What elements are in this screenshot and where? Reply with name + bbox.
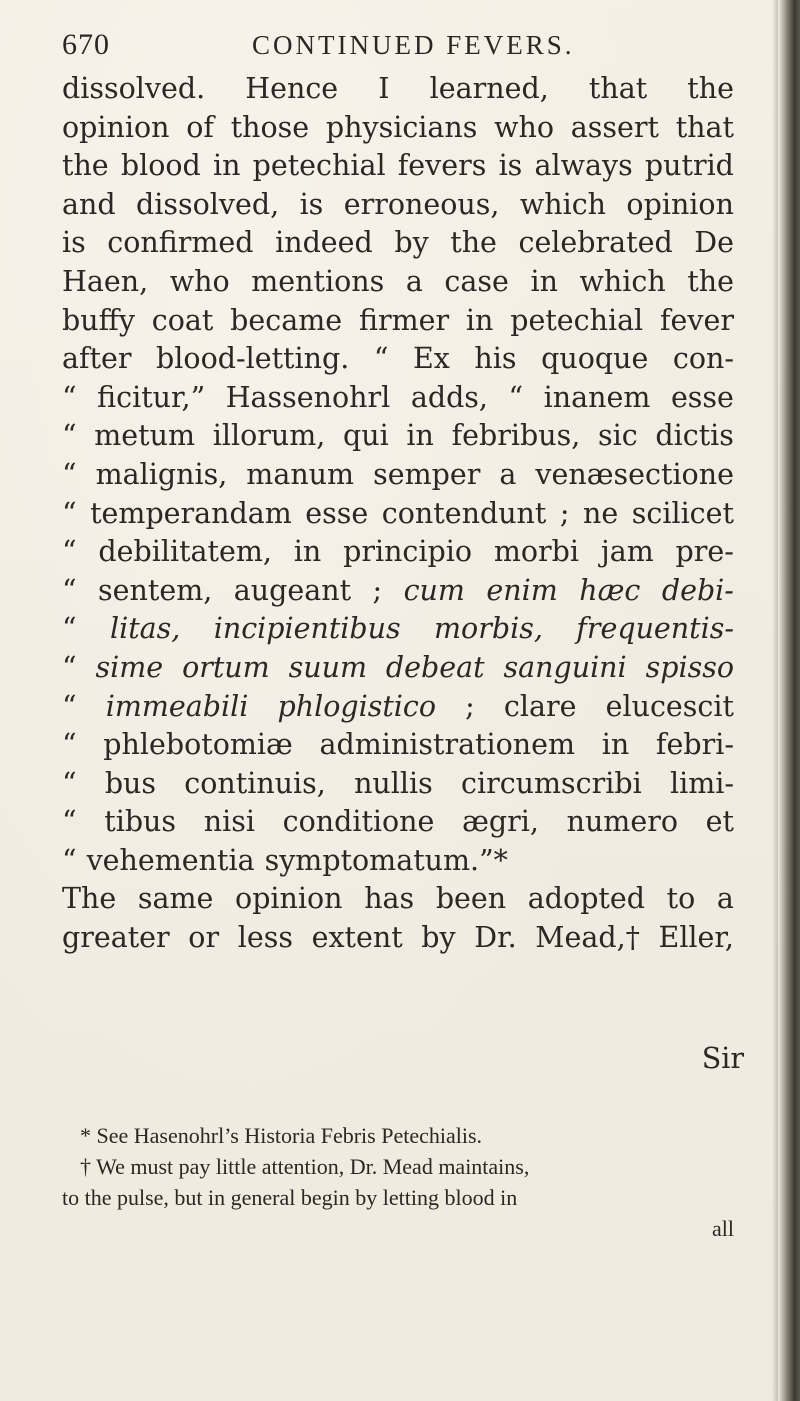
word: which: [579, 264, 666, 298]
word: and: [62, 187, 116, 221]
word: con-: [672, 342, 734, 376]
word: a: [716, 882, 734, 916]
text-line: [62, 263, 734, 302]
footnote-dagger-continued: to the pulse, but in general begin by letting blood in: [62, 1185, 518, 1210]
word: et: [705, 805, 734, 839]
word: buffy: [62, 303, 135, 337]
word: fevers: [397, 149, 487, 183]
word: in: [212, 149, 241, 183]
word: immeabili: [105, 689, 249, 723]
text-line: [62, 302, 734, 341]
word: litas,: [109, 612, 181, 646]
text-line: [62, 147, 734, 186]
word: The: [62, 882, 117, 916]
word: symptomatum.”*: [264, 843, 508, 877]
word: who: [494, 110, 555, 144]
word: “: [62, 805, 77, 839]
word: indeed: [275, 226, 373, 260]
word: nisi: [203, 805, 255, 839]
word: metum: [94, 419, 196, 453]
word: sime: [95, 650, 164, 684]
word: Eller,: [658, 921, 734, 955]
word: the: [450, 226, 497, 260]
text-line: [62, 842, 734, 881]
word: administrationem: [319, 728, 576, 762]
footnotes: [62, 1120, 734, 1241]
running-head: CONTINUED FEVERS.: [252, 30, 575, 60]
word: sentem,: [98, 573, 213, 607]
text-line: [62, 224, 734, 263]
word: dissolved.: [62, 72, 206, 105]
word: “: [373, 342, 389, 376]
word: esse: [670, 380, 734, 414]
word: “: [62, 419, 77, 453]
word: Haen,: [62, 264, 149, 298]
word: numero: [566, 805, 678, 839]
word: “: [62, 728, 77, 762]
text-line: [62, 379, 734, 418]
text-line: [62, 765, 734, 804]
word: same: [137, 882, 214, 916]
word: firmer: [358, 303, 450, 337]
word: jam: [600, 535, 654, 569]
word: debi-: [661, 573, 734, 607]
word: is: [62, 226, 86, 260]
text-line: [62, 186, 734, 225]
word: in: [530, 264, 558, 298]
word: esse: [305, 496, 369, 530]
text-line: [62, 572, 734, 611]
word: learned,: [429, 72, 549, 105]
word: ;: [372, 573, 383, 607]
word: “: [62, 380, 77, 414]
word: sanguini: [503, 650, 627, 684]
word: Mead,†: [535, 921, 640, 955]
page-header: [62, 20, 762, 70]
word: the: [62, 149, 109, 183]
word: the: [687, 72, 734, 105]
word: became: [230, 303, 343, 337]
text-line: [62, 688, 734, 727]
word: limi-: [669, 766, 734, 800]
word: case: [444, 264, 509, 298]
word: those: [230, 110, 310, 144]
word: enim: [486, 573, 558, 607]
word: a: [499, 457, 517, 491]
word: bus: [104, 766, 157, 800]
footnote-asterisk: * See Hasenohrl’s Historia Febris Petechialis.: [80, 1123, 483, 1148]
word: “: [62, 573, 77, 607]
word: Ex: [412, 342, 450, 376]
word: to: [666, 882, 696, 916]
word: blood: [120, 149, 201, 183]
word: Hassenohrl: [225, 380, 391, 414]
word: Dr.: [474, 921, 517, 955]
word: “: [62, 689, 77, 723]
word: spisso: [645, 650, 734, 684]
word: the: [687, 264, 734, 298]
word: continuis,: [184, 766, 326, 800]
word: quoque: [541, 342, 649, 376]
word: semper: [373, 457, 481, 491]
page-number: 670: [62, 28, 110, 61]
word: in: [465, 303, 494, 337]
word: debeat: [385, 650, 485, 684]
word: febribus,: [451, 419, 581, 453]
text-line: [62, 340, 734, 379]
word: that: [588, 72, 648, 105]
text-line: [62, 649, 734, 688]
word: clare: [503, 689, 577, 723]
word: pre-: [675, 535, 734, 569]
word: incipientibus: [213, 612, 401, 646]
body-text: [62, 70, 734, 958]
word: ;: [559, 496, 570, 530]
word: blood-letting.: [156, 342, 350, 376]
word: conditione: [282, 805, 435, 839]
word: morbis,: [434, 612, 543, 646]
text-line: [62, 919, 734, 958]
word: that: [675, 110, 734, 144]
word: by: [394, 226, 429, 260]
word: hæc: [579, 573, 641, 607]
word: a: [405, 264, 423, 298]
text-line: [62, 803, 734, 842]
word: manum: [246, 457, 355, 491]
word: extent: [311, 921, 403, 955]
word: debilitatem,: [98, 535, 272, 569]
word: “: [62, 650, 77, 684]
text-line: [62, 533, 734, 572]
word: is: [498, 149, 523, 183]
word: circumscribi: [461, 766, 642, 800]
word: opinion: [626, 187, 734, 221]
word: qui: [343, 419, 389, 453]
text-line: [62, 70, 734, 109]
word: adopted: [527, 882, 645, 916]
word: elucescit: [605, 689, 734, 723]
word: “: [62, 457, 77, 491]
word: “: [62, 535, 77, 569]
word: principio: [343, 535, 473, 569]
word: tibus: [104, 805, 177, 839]
footnote-dagger: † We must pay little attention, Dr. Mead maintains,: [80, 1154, 530, 1179]
word: dissolved,: [136, 187, 280, 221]
word: ægri,: [462, 805, 539, 839]
word: febri-: [655, 728, 734, 762]
word: vehementia: [86, 843, 255, 877]
word: fever: [659, 303, 734, 337]
word: phlebotomiæ: [103, 728, 293, 762]
word: who: [169, 264, 230, 298]
word: ortum: [182, 650, 270, 684]
word: ;: [465, 689, 475, 723]
word: petechial: [510, 303, 644, 337]
word: mentions: [251, 264, 385, 298]
word: dictis: [655, 419, 734, 453]
word: ficitur,”: [97, 380, 206, 414]
word: in: [601, 728, 630, 762]
text-line: [62, 109, 734, 148]
word: malignis,: [95, 457, 228, 491]
word: petechial: [252, 149, 386, 183]
word: inanem: [543, 380, 651, 414]
word: confirmed: [107, 226, 254, 260]
word: less: [237, 921, 293, 955]
word: “: [62, 612, 77, 646]
word: greater: [62, 921, 170, 955]
word: in: [293, 535, 322, 569]
text-line: [62, 417, 734, 456]
word: “: [62, 766, 77, 800]
word: temperandam: [90, 496, 292, 530]
word: has: [364, 882, 415, 916]
binding-shadow: [772, 0, 778, 1401]
text-line: [62, 880, 734, 919]
text-line: [62, 610, 734, 649]
text-line: [62, 495, 734, 534]
word: “: [62, 496, 77, 530]
word: his: [474, 342, 517, 376]
word: opinion: [62, 110, 170, 144]
word: coat: [151, 303, 214, 337]
word: Hence: [245, 72, 339, 105]
word: of: [186, 110, 214, 144]
word: I: [378, 72, 390, 105]
text-line: [62, 726, 734, 765]
word: physicians: [325, 110, 478, 144]
word: illorum,: [212, 419, 326, 453]
word: “: [62, 843, 77, 877]
word: in: [406, 419, 434, 453]
word: is: [299, 187, 324, 221]
word: frequentis-: [576, 612, 734, 646]
word: contendunt: [381, 496, 547, 530]
word: celebrated: [518, 226, 673, 260]
word: putrid: [644, 149, 734, 183]
word: by: [421, 921, 456, 955]
word: phlogistico: [277, 689, 437, 723]
word: opinion: [235, 882, 343, 916]
word: nullis: [354, 766, 433, 800]
catchword: Sir: [701, 1042, 744, 1075]
word: suum: [288, 650, 367, 684]
word: after: [62, 342, 132, 376]
word: adds,: [410, 380, 488, 414]
text-line: [62, 456, 734, 495]
word: erroneous,: [343, 187, 500, 221]
footnote-catchword: all: [712, 1216, 734, 1241]
word: always: [534, 149, 633, 183]
word: venæsectione: [535, 457, 734, 491]
word: ne: [583, 496, 619, 530]
word: scilicet: [631, 496, 734, 530]
word: been: [435, 882, 507, 916]
word: or: [188, 921, 220, 955]
word: morbi: [493, 535, 580, 569]
word: cum: [403, 573, 465, 607]
word: De: [694, 226, 734, 260]
binding-edge: [778, 0, 800, 1401]
word: sic: [598, 419, 638, 453]
word: which: [519, 187, 607, 221]
word: “: [508, 380, 524, 414]
word: augeant: [233, 573, 352, 607]
word: assert: [570, 110, 659, 144]
